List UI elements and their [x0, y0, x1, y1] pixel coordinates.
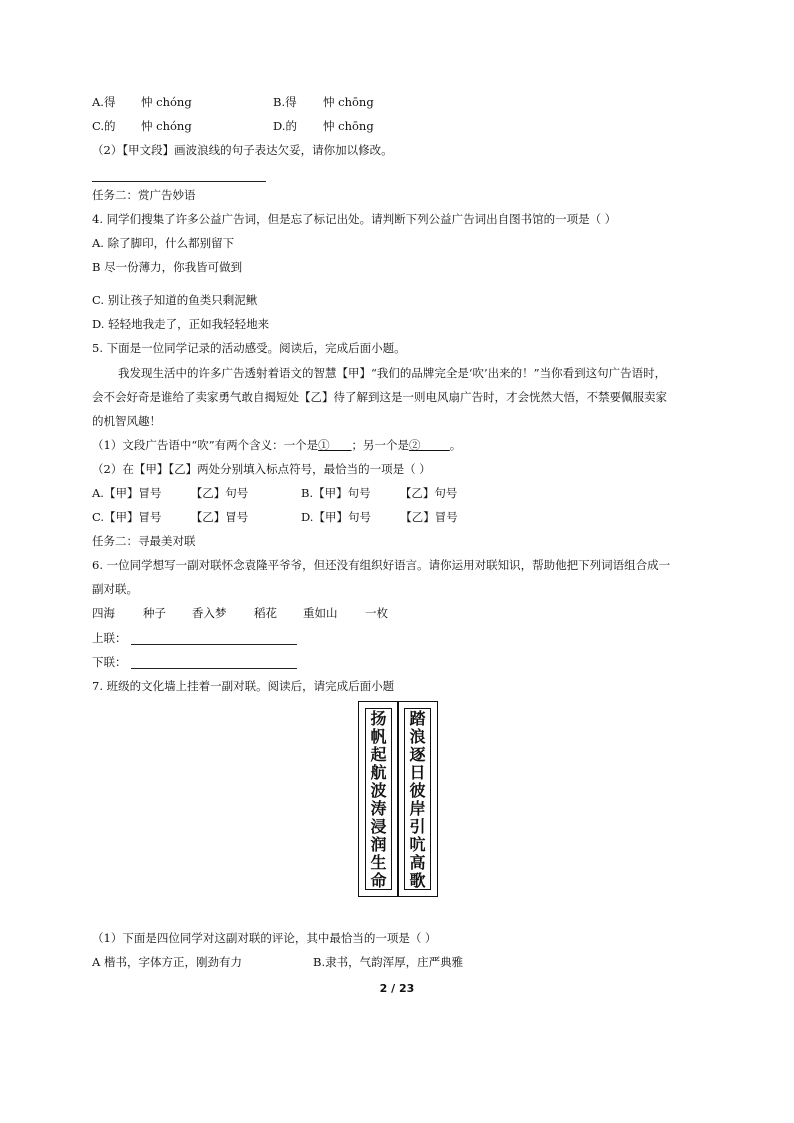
- couplet-char: 帆: [370, 727, 387, 746]
- question-4-option-b[interactable]: B 尽一份薄力，你我皆可做到: [92, 260, 243, 274]
- question-5-1: [92, 440, 461, 452]
- couplet-char: 生: [370, 853, 387, 872]
- question-4-option-d[interactable]: D. 轻轻地我走了，正如我轻轻地来: [92, 317, 270, 331]
- passage-line-3: 的机智风趣！: [92, 414, 161, 428]
- couplet-char: 润: [370, 835, 387, 854]
- option-b[interactable]: [273, 97, 297, 109]
- word-bank-item: 香入梦: [192, 606, 227, 620]
- couplet-char: 歌: [409, 871, 426, 890]
- couplet-char: 起: [370, 745, 387, 764]
- option-pinyin: chōng: [338, 119, 374, 133]
- question-5-option-c[interactable]: C.【甲】冒号 【乙】冒号: [92, 510, 249, 524]
- couplet-char: 命: [370, 871, 387, 890]
- blank-2[interactable]: ②: [409, 438, 450, 452]
- question-7-stem: 7. 班级的文化墙上挂着一副对联。阅读后，请完成后面小题: [92, 679, 395, 693]
- word-bank-item: 重如山: [303, 606, 338, 620]
- task-heading-ads: 任务二：赏广告妙语: [92, 188, 196, 202]
- right-couplet-scroll: [397, 701, 438, 897]
- passage-line-1: 我发现生活中的许多广告透射着语文的智慧【甲】“我们的品牌完全是‘吹’出来的！”当你看到这句广告语时，: [118, 366, 667, 380]
- couplet-char: 引: [409, 817, 426, 836]
- option-label: B.得: [273, 95, 297, 109]
- couplet-char: 吭: [409, 835, 426, 854]
- page-number: 2 / 23: [379, 982, 415, 995]
- word-bank-item: 稻花: [254, 606, 277, 620]
- option-pinyin: chōng: [338, 95, 374, 109]
- question-4-stem: 4. 同学们搜集了许多公益广告词，但是忘了标记出处。请判断下列公益广告词出自图书馆的一项是（ ）: [92, 212, 617, 226]
- option-c-pinyin: [141, 121, 192, 133]
- couplet-char: 航: [370, 763, 387, 782]
- couplet-char: 踏: [409, 709, 426, 728]
- question-6-stem-1: 6. 一位同学想写一副对联怀念袁隆平爷爷，但还没有组织好语言。请你运用对联知识，帮助他把下列词语组合成一: [92, 558, 671, 572]
- couplet-char: 逐: [409, 745, 426, 764]
- option-d[interactable]: [273, 121, 297, 133]
- couplet-char: 涛: [370, 799, 387, 818]
- upper-couplet-answer-line[interactable]: [131, 644, 297, 645]
- question-5-option-d[interactable]: D.【甲】句号 【乙】冒号: [301, 510, 458, 524]
- question-7-option-a[interactable]: A 楷书，字体方正，刚劲有力: [92, 955, 242, 969]
- left-couplet-scroll: [358, 701, 399, 897]
- sub-question-text: （1）文段广告语中“吹”有两个含义：一个是: [92, 438, 319, 452]
- question-5-option-a[interactable]: A.【甲】冒号 【乙】句号: [92, 486, 249, 500]
- question-5-2: （2）在【甲】【乙】两处分别填入标点符号，最恰当的一项是（ ）: [92, 462, 431, 476]
- lower-couplet-answer-line[interactable]: [131, 668, 297, 669]
- option-b-pinyin: [323, 97, 374, 109]
- couplet-char: 日: [409, 763, 426, 782]
- passage-line-2: 会不会好奇是谁给了卖家勇气敢自揭短处【乙】待了解到这是一则电风扇广告时，才会恍然大悟，不禁要佩服卖家: [92, 390, 667, 404]
- word-bank-item: 四海: [92, 606, 115, 620]
- couplet-char: 扬: [370, 709, 387, 728]
- option-char: 忡: [323, 95, 335, 109]
- option-pinyin: chóng: [156, 119, 192, 133]
- question-6-stem-2: 副对联。: [92, 582, 138, 596]
- option-c[interactable]: [92, 121, 116, 133]
- question-7-1: （1）下面是四位同学对这副对联的评论，其中最恰当的一项是（ ）: [92, 931, 437, 945]
- blank-1[interactable]: ①: [318, 438, 352, 452]
- couplet-char: 高: [409, 853, 426, 872]
- option-d-pinyin: [323, 121, 374, 133]
- task-heading-couplets: 任务二：寻最美对联: [92, 534, 196, 548]
- couplet-char: 波: [370, 781, 387, 800]
- sub-question-text: 。: [449, 438, 462, 452]
- question-3-2: （2）【甲文段】画波浪线的句子表达欠妥，请你加以修改。: [92, 143, 393, 157]
- question-4-option-c[interactable]: C. 别让孩子知道的鱼类只剩泥鳅: [92, 293, 258, 307]
- lower-couplet-label: 下联：: [92, 655, 127, 669]
- option-char: 忡: [141, 119, 153, 133]
- sub-question-text: ；另一个是: [351, 438, 410, 452]
- answer-line[interactable]: [92, 181, 266, 182]
- couplet-char: 浪: [409, 727, 426, 746]
- question-4-option-a[interactable]: A. 除了脚印，什么都别留下: [92, 236, 235, 250]
- option-a-pinyin: [141, 97, 192, 109]
- question-5-stem: 5. 下面是一位同学记录的活动感受。阅读后，完成后面小题。: [92, 341, 406, 355]
- option-char: 忡: [323, 119, 335, 133]
- option-label: C.的: [92, 119, 116, 133]
- option-char: 忡: [141, 95, 153, 109]
- option-pinyin: chóng: [156, 95, 192, 109]
- word-bank-item: 种子: [143, 606, 166, 620]
- word-bank-item: 一枚: [365, 606, 388, 620]
- couplet-char: 彼: [409, 781, 426, 800]
- couplet-char: 浸: [370, 817, 387, 836]
- option-a[interactable]: [92, 97, 115, 109]
- question-5-option-b[interactable]: B.【甲】句号 【乙】句号: [301, 486, 458, 500]
- option-label: D.的: [273, 119, 297, 133]
- couplet-char: 岸: [409, 799, 426, 818]
- question-7-option-b[interactable]: B.隶书，气韵浑厚，庄严典雅: [313, 955, 464, 969]
- option-label: A.得: [92, 95, 116, 109]
- upper-couplet-label: 上联：: [92, 631, 127, 645]
